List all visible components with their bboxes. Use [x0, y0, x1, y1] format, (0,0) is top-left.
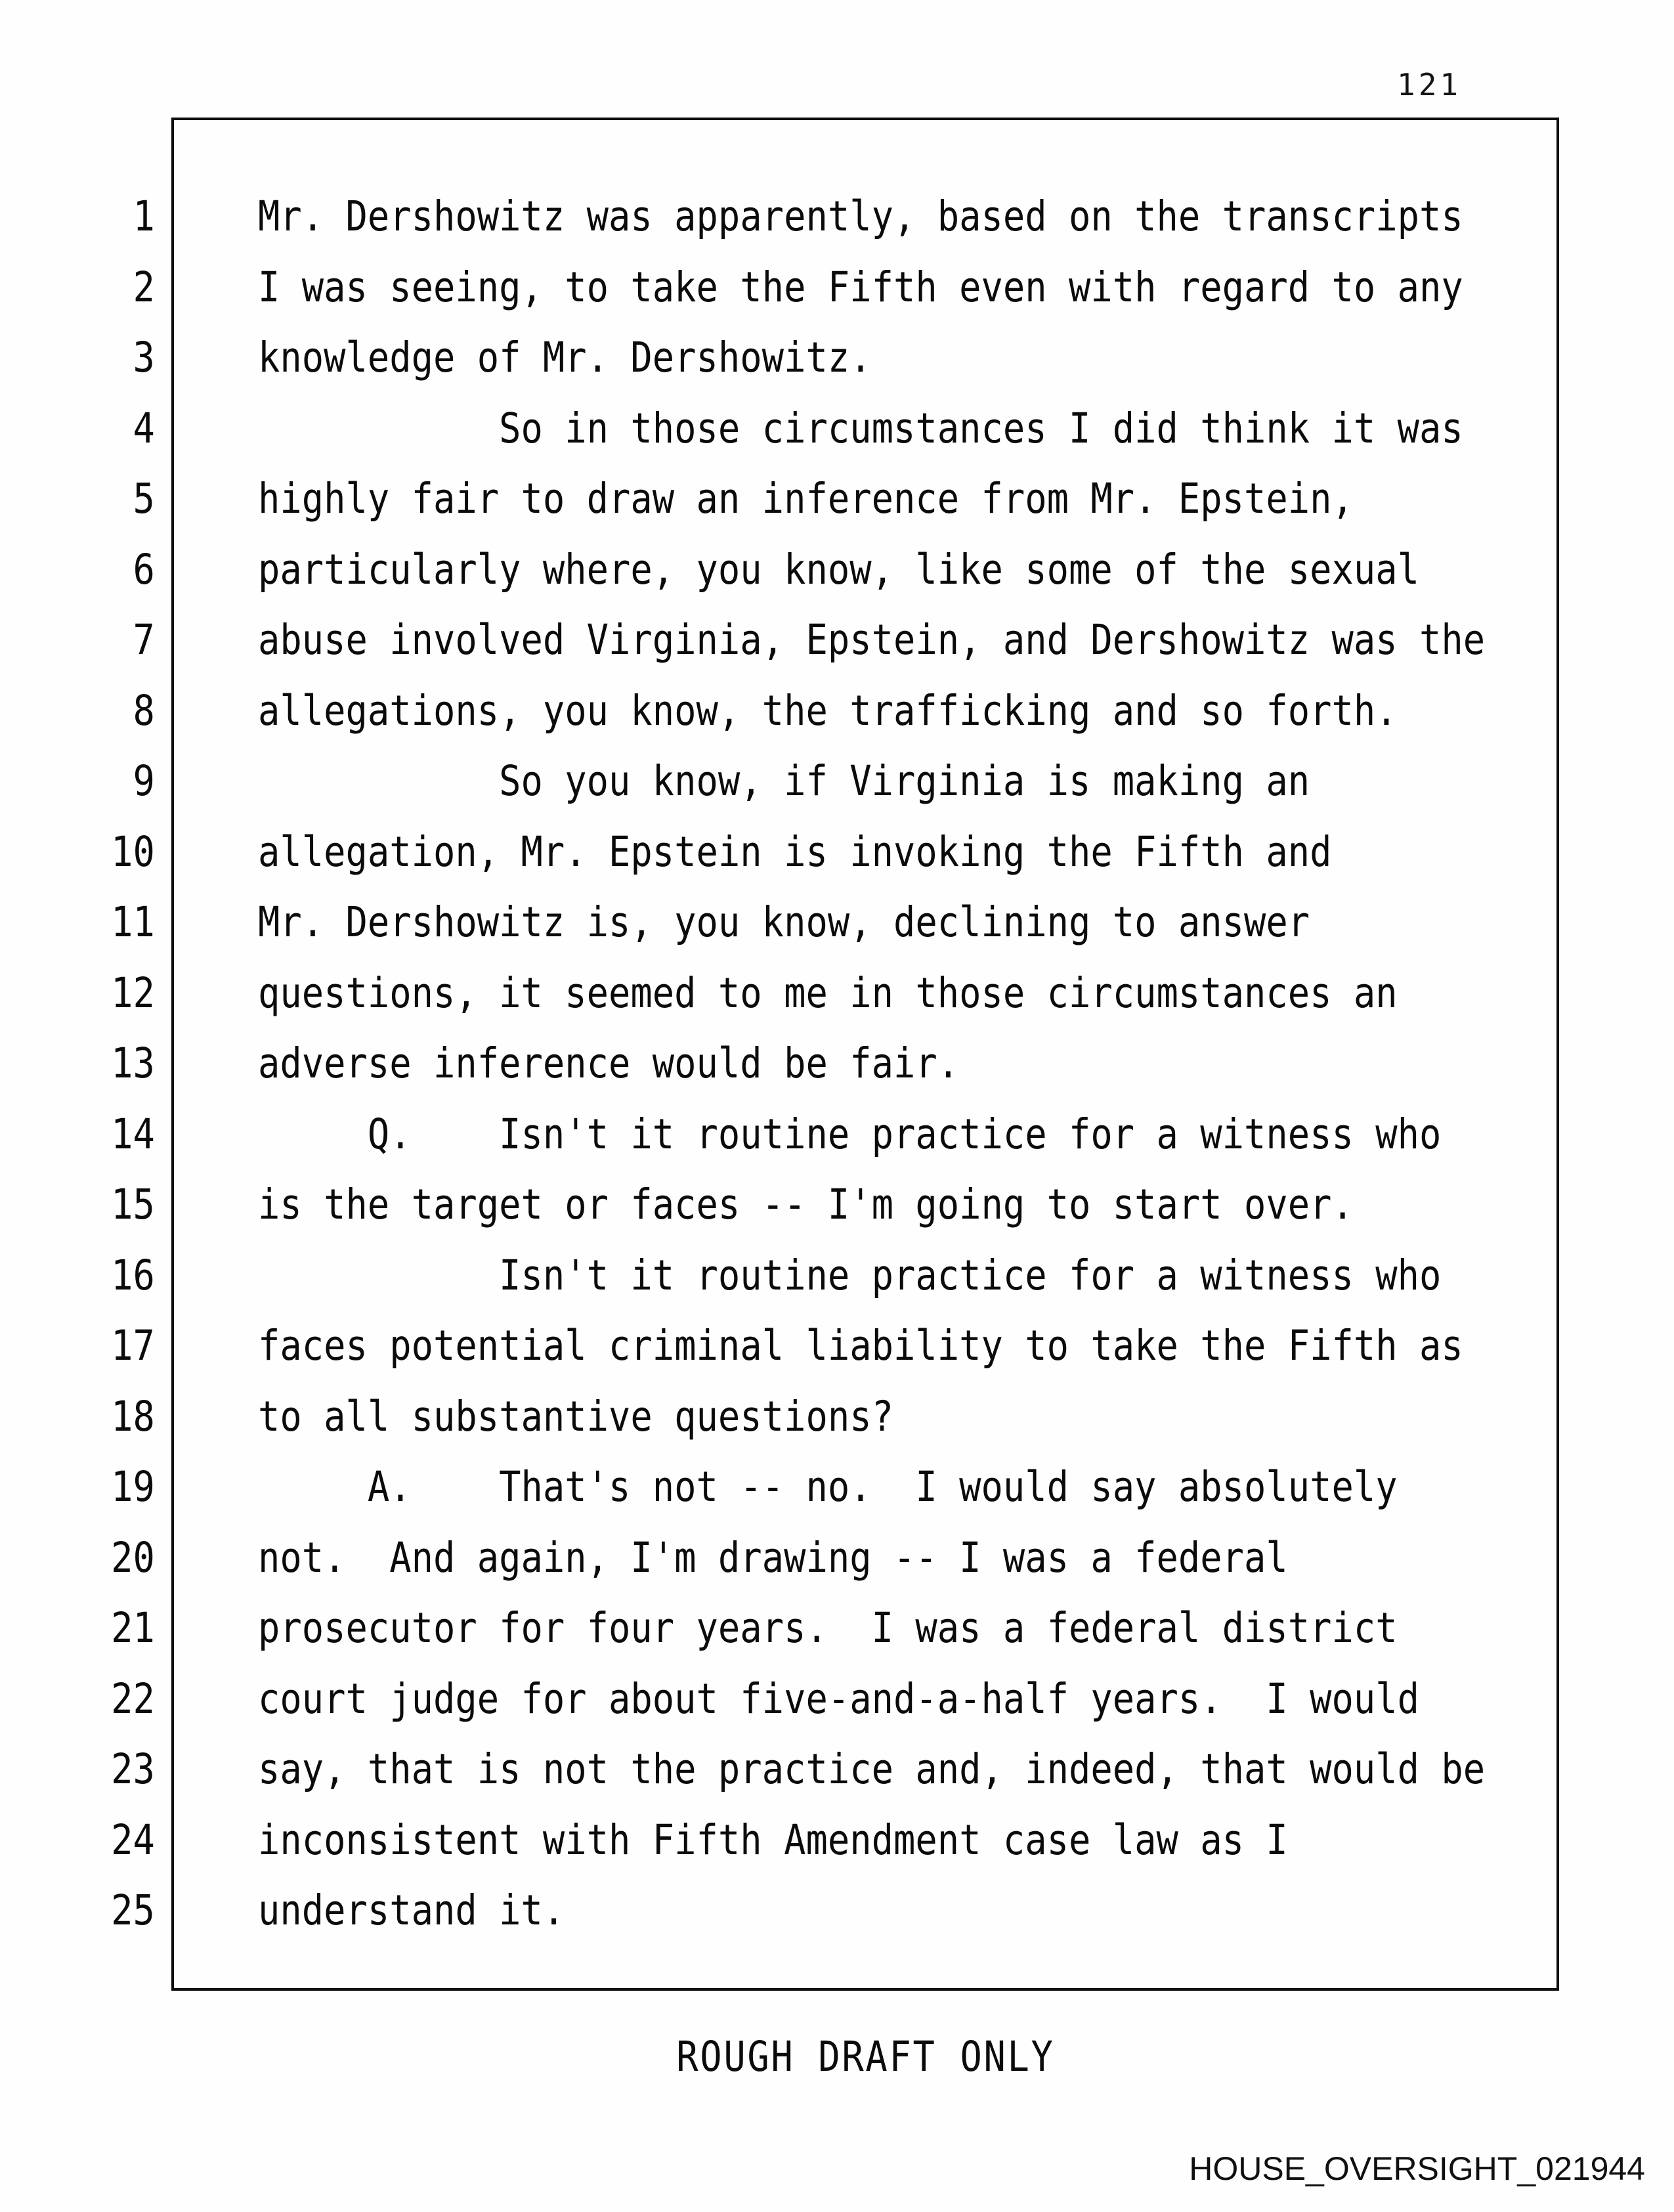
line-text-content: not. And again, I'm drawing -- I was a federal: [258, 1533, 1288, 1582]
transcript-lines: [98, 181, 1582, 1946]
line-number: [98, 1182, 155, 1227]
line-text-content: allegation, Mr. Epstein is invoking the Fifth and: [258, 827, 1332, 876]
line-number-text: 12: [111, 968, 155, 1017]
line-number: [98, 1817, 155, 1863]
transcript-line: [98, 1169, 1582, 1240]
line-number-text: 22: [111, 1674, 155, 1723]
line-number: [98, 1112, 155, 1157]
line-number-text: 3: [133, 334, 155, 382]
bates-number: HOUSE_OVERSIGHT_021944: [1189, 2150, 1645, 2187]
line-number-text: 11: [111, 898, 155, 947]
line-text-content: questions, it seemed to me in those circumstances an: [258, 968, 1398, 1017]
page-number: 121: [1397, 67, 1462, 102]
line-text: [258, 1888, 607, 1933]
line-text-content: Mr. Dershowitz is, you know, declining to answer: [258, 898, 1310, 947]
transcript-line: [98, 1734, 1582, 1805]
line-number: [98, 1041, 155, 1086]
line-number-text: 21: [111, 1604, 155, 1653]
line-number: [98, 547, 155, 592]
rough-draft-stamp: [171, 2034, 1559, 2079]
transcript-line: [98, 1381, 1582, 1452]
line-text-content: prosecutor for four years. I was a federal district: [258, 1604, 1398, 1653]
line-text: [258, 688, 1553, 733]
line-text: [258, 194, 1627, 239]
line-text-content: court judge for about five-and-a-half years. I would: [258, 1674, 1420, 1723]
line-number: [98, 1535, 155, 1580]
line-text: [258, 1112, 1602, 1157]
line-number: [98, 335, 155, 380]
transcript-line: [98, 1311, 1582, 1381]
line-text: [258, 1535, 1428, 1580]
line-number: [98, 194, 155, 239]
line-text: [258, 900, 1453, 945]
line-number-text: 4: [133, 404, 155, 452]
transcript-line: [98, 746, 1582, 817]
line-text: [258, 829, 1478, 875]
line-text: [258, 1676, 1577, 1722]
line-text: [258, 1182, 1503, 1227]
transcript-line: [98, 1593, 1582, 1664]
transcript-line: [98, 534, 1582, 605]
line-number: [98, 1746, 155, 1792]
line-number-text: 2: [133, 263, 155, 311]
line-text: [258, 476, 1503, 521]
line-number: [98, 1323, 155, 1368]
line-text-content: say, that is not the practice and, indeed, that would be: [258, 1745, 1486, 1794]
line-text: [258, 1253, 1602, 1298]
line-text: [258, 1817, 1428, 1863]
line-text: [258, 1323, 1627, 1368]
line-number-text: 8: [133, 686, 155, 735]
transcript-line: [98, 1028, 1582, 1099]
line-text-content: to all substantive questions?: [258, 1392, 893, 1441]
line-text: [258, 547, 1577, 592]
line-text-content: So you know, if Virginia is making an: [258, 757, 1310, 806]
line-number: [98, 406, 155, 451]
line-text: [258, 265, 1627, 310]
line-number: [98, 758, 155, 804]
line-text-content: is the target or faces -- I'm going to start over.: [258, 1181, 1354, 1229]
line-number: [98, 688, 155, 733]
line-text: [258, 1605, 1553, 1651]
transcript-line: [98, 817, 1582, 888]
line-text-content: adverse inference would be fair.: [258, 1039, 960, 1088]
line-text-content: Q. Isn't it routine practice for a witness who: [258, 1110, 1442, 1158]
transcript-line: [98, 1805, 1582, 1876]
line-number: [98, 476, 155, 521]
line-number: [98, 1394, 155, 1439]
transcript-line: [98, 1099, 1582, 1170]
transcript-line: [98, 252, 1582, 323]
line-text-content: So in those circumstances I did think it was: [258, 404, 1463, 452]
transcript-line: [98, 1452, 1582, 1523]
transcript-line: [98, 1664, 1582, 1735]
line-text: [258, 1464, 1553, 1509]
line-number: [98, 1253, 155, 1298]
line-text-content: Isn't it routine practice for a witness who: [258, 1251, 1442, 1299]
line-text: [258, 335, 955, 380]
line-text-content: Mr. Dershowitz was apparently, based on the transcripts: [258, 192, 1463, 241]
line-number-text: 18: [111, 1392, 155, 1441]
line-number-text: 1: [133, 192, 155, 241]
line-text: [258, 970, 1553, 1016]
line-number-text: 10: [111, 827, 155, 876]
line-text-content: abuse involved Virginia, Epstein, and Dershowitz was the: [258, 616, 1486, 664]
transcript-line: [98, 1523, 1582, 1594]
line-number-text: 20: [111, 1533, 155, 1582]
line-number: [98, 265, 155, 310]
transcript-line: [98, 887, 1582, 958]
line-number-text: 19: [111, 1463, 155, 1511]
line-number-text: 9: [133, 757, 155, 806]
line-text: [258, 406, 1627, 451]
transcript-line: [98, 1240, 1582, 1311]
transcript-line: [98, 322, 1582, 393]
line-text-content: faces potential criminal liability to take the Fifth as: [258, 1322, 1463, 1370]
transcript-line: [98, 1875, 1582, 1946]
line-number-text: 16: [111, 1251, 155, 1299]
line-text-content: understand it.: [258, 1886, 565, 1935]
line-number-text: 17: [111, 1322, 155, 1370]
line-text: [258, 617, 1652, 662]
transcript-line: [98, 676, 1582, 747]
transcript-line: [98, 181, 1582, 252]
line-number-text: 24: [111, 1815, 155, 1864]
transcript-line: [98, 605, 1582, 676]
line-text: [258, 758, 1453, 804]
line-number: [98, 1464, 155, 1509]
line-text: [258, 1394, 980, 1439]
line-number-text: 15: [111, 1181, 155, 1229]
transcript-line: [98, 393, 1582, 464]
line-number-text: 13: [111, 1039, 155, 1088]
line-number-text: 7: [133, 616, 155, 664]
line-text: [258, 1746, 1652, 1792]
line-number: [98, 1605, 155, 1651]
line-number-text: 5: [133, 475, 155, 523]
line-number-text: 23: [111, 1745, 155, 1794]
line-text-content: inconsistent with Fifth Amendment case law as I: [258, 1815, 1288, 1864]
line-number: [98, 1888, 155, 1933]
line-number: [98, 617, 155, 662]
transcript-line: [98, 464, 1582, 534]
rough-draft-stamp-text: ROUGH DRAFT ONLY: [676, 2033, 1055, 2081]
line-number-text: 14: [111, 1110, 155, 1158]
line-text: [258, 1041, 1055, 1086]
line-number-text: 6: [133, 545, 155, 594]
line-text-content: I was seeing, to take the Fifth even with regard to any: [258, 263, 1463, 311]
line-text-content: A. That's not -- no. I would say absolutely: [258, 1463, 1398, 1511]
line-text-content: particularly where, you know, like some of the sexual: [258, 545, 1420, 594]
line-number-text: 25: [111, 1886, 155, 1935]
line-text-content: allegations, you know, the trafficking and so forth.: [258, 686, 1398, 735]
line-number: [98, 829, 155, 875]
transcript-line: [98, 958, 1582, 1029]
line-number: [98, 970, 155, 1016]
line-number: [98, 900, 155, 945]
line-text-content: highly fair to draw an inference from Mr. Epstein,: [258, 475, 1354, 523]
line-number: [98, 1676, 155, 1722]
line-text-content: knowledge of Mr. Dershowitz.: [258, 334, 872, 382]
